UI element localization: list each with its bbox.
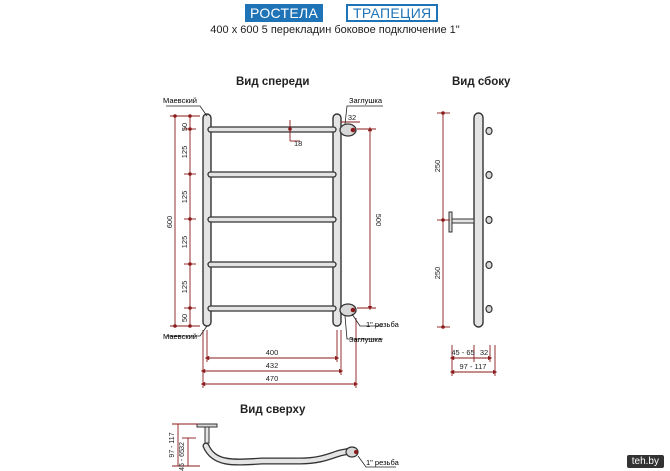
crossbar: [208, 262, 336, 267]
top-dim-offset: 32: [179, 442, 186, 450]
side-dim-upper: 250: [433, 159, 442, 173]
side-dim-lower: 250: [433, 266, 442, 280]
dim-spacing: 125: [180, 145, 189, 159]
label-thread-top: 1" резьба: [366, 458, 399, 467]
label-thread: 1" резьба: [366, 320, 399, 329]
side-pipe: [474, 113, 483, 327]
brand-primary: РОСТЕЛА: [245, 4, 323, 22]
side-dim-depth-range: 97 - 117: [459, 362, 487, 371]
dim-bottom-offset: 50: [180, 313, 189, 323]
front-view: [166, 106, 383, 388]
watermark: teh.by: [627, 455, 664, 468]
side-view-title: Вид сбоку: [452, 76, 511, 88]
side-dim-offset-range: 45 - 65: [451, 348, 475, 357]
top-view: [172, 424, 396, 467]
dim-width-432: 432: [265, 361, 279, 370]
label-plug-top: Заглушка: [349, 96, 383, 105]
side-dim-offset-32: 32: [479, 348, 489, 357]
dim-top-offset: 50: [180, 122, 189, 132]
dim-width-470: 470: [265, 374, 279, 383]
crossbar: [208, 127, 336, 132]
top-dim-range: 45 - 65: [179, 449, 186, 471]
brand-secondary: ТРАПЕЦИЯ: [346, 4, 438, 22]
dim-total-height: 600: [165, 215, 174, 229]
label-maevsky-bottom: Маевский: [163, 332, 197, 341]
side-view: [437, 111, 495, 376]
top-view-title: Вид сверху: [240, 404, 306, 416]
crossbar: [208, 306, 336, 311]
dim-width-400: 400: [265, 348, 279, 357]
dim-spacing: 125: [180, 235, 189, 249]
dim-spacing: 125: [180, 190, 189, 204]
dim-plug-offset: 32: [347, 113, 357, 122]
label-maevsky-top: Маевский: [163, 96, 197, 105]
crossbar: [208, 217, 336, 222]
crossbar: [208, 172, 336, 177]
product-subtitle: 400 х 600 5 перекладин боковое подключение 1": [210, 24, 460, 36]
dim-bar-diameter: 18: [294, 139, 303, 148]
dim-inner-height: 500: [374, 213, 383, 227]
dim-spacing: 125: [180, 280, 189, 294]
label-plug-bottom: Заглушка: [349, 335, 383, 344]
front-view-title: Вид спереди: [236, 76, 310, 88]
top-dim-depth: 97 - 117: [169, 432, 176, 458]
